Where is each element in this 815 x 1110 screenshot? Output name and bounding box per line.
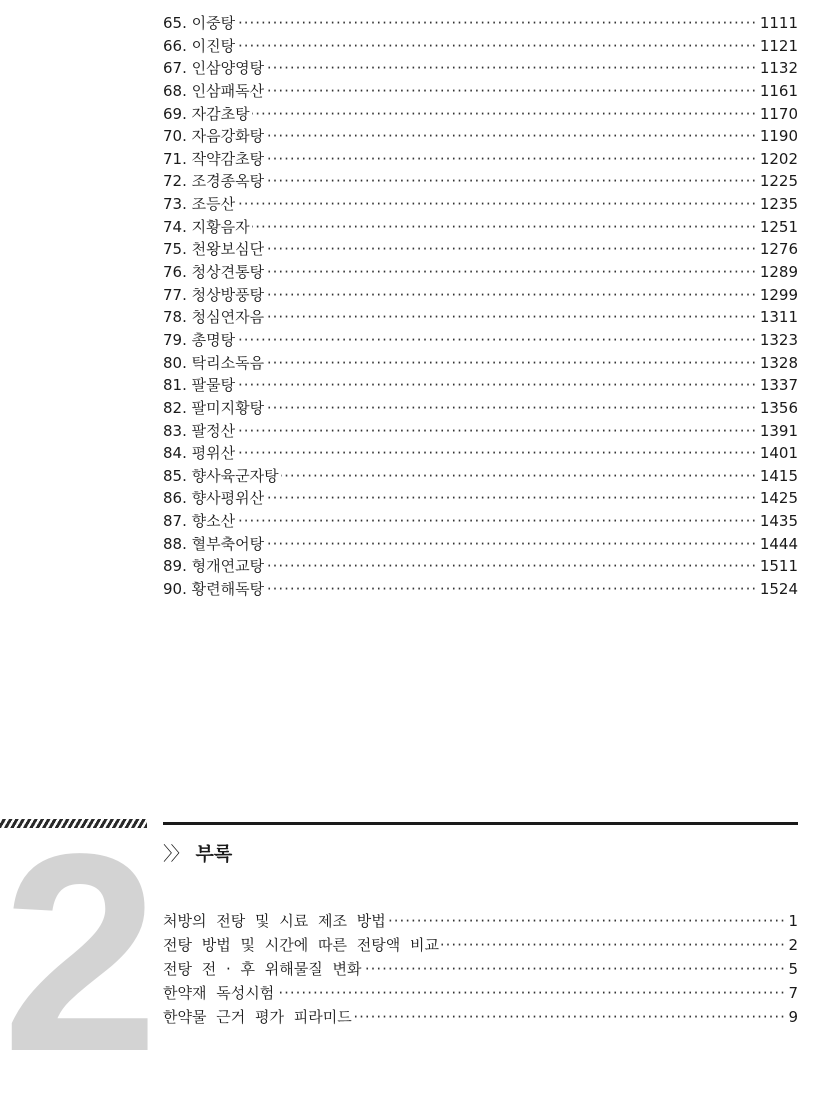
toc-entry[interactable] [163,125,798,148]
toc-entry[interactable] [163,957,798,981]
appendix-toc-list [163,909,798,1029]
dot-leader [163,329,798,352]
toc-list [163,12,798,601]
toc-entry-page: 1415 [757,465,798,488]
toc-entry[interactable] [163,909,798,933]
toc-entry-page: 7 [785,981,798,1005]
toc-entry-page: 1391 [757,420,798,443]
toc-entry-title: 전탕 전 · 후 위해물질 변화 [163,960,362,978]
toc-entry[interactable] [163,555,798,578]
toc-entry-page: 1323 [757,329,798,352]
toc-entry[interactable] [163,148,798,171]
toc-entry[interactable] [163,374,798,397]
toc-entry[interactable] [163,12,798,35]
toc-entry-page: 1251 [757,216,798,239]
toc-entry-page: 1161 [757,80,798,103]
toc-entry[interactable] [163,261,798,284]
toc-entry-title: 85. 향사육군자탕 [163,466,279,485]
toc-entry-page: 5 [785,957,798,981]
toc-entry-title: 74. 지황음자 [163,217,250,236]
toc-entry[interactable] [163,981,798,1005]
toc-entry[interactable] [163,193,798,216]
toc-entry[interactable] [163,487,798,510]
toc-entry-page: 1444 [757,533,798,556]
toc-entry[interactable] [163,306,798,329]
toc-entry-title: 73. 조등산 [163,195,236,214]
toc-entry-page: 2 [785,933,798,957]
toc-entry-title: 처방의 전탕 및 시료 제조 방법 [163,912,386,930]
dot-leader [163,35,798,58]
section-heading [163,839,232,866]
toc-entry-page: 1190 [757,125,798,148]
toc-entry-page: 1 [785,909,798,933]
toc-entry-title: 80. 탁리소독음 [163,353,265,372]
toc-entry-page: 1435 [757,510,798,533]
toc-entry[interactable] [163,80,798,103]
toc-entry[interactable] [163,352,798,375]
toc-entry[interactable] [163,1005,798,1029]
toc-entry-page: 1401 [757,442,798,465]
toc-entry-page: 1299 [757,284,798,307]
toc-entry[interactable] [163,578,798,601]
toc-entry[interactable] [163,397,798,420]
toc-entry-title: 84. 평위산 [163,444,236,463]
toc-entry-title: 69. 자감초탕 [163,104,250,123]
toc-entry-title: 66. 이진탕 [163,36,236,55]
dot-leader [163,510,798,533]
toc-entry[interactable] [163,933,798,957]
dot-leader [163,442,798,465]
toc-entry-page: 1111 [757,12,798,35]
toc-entry-title: 90. 황련해독탕 [163,580,265,599]
toc-entry-title: 65. 이중탕 [163,14,236,32]
toc-entry-title: 79. 총명탕 [163,330,236,349]
toc-entry-page: 1132 [757,57,798,80]
toc-entry[interactable] [163,420,798,443]
dot-leader [163,216,798,239]
toc-entry[interactable] [163,216,798,239]
toc-entry-title: 83. 팔정산 [163,421,236,440]
toc-entry-title: 전탕 방법 및 시간에 따른 전탕액 비교 [163,936,439,954]
toc-entry[interactable] [163,238,798,261]
toc-entry-page: 1202 [757,148,798,171]
toc-entry-title: 72. 조경종옥탕 [163,172,265,191]
toc-entry[interactable] [163,103,798,126]
dot-leader [163,12,798,35]
toc-entry-page: 1328 [757,352,798,375]
toc-entry-page: 1121 [757,35,798,58]
toc-entry-title: 75. 천왕보심단 [163,240,265,259]
section-number: 2 [2,795,159,1110]
toc-entry-title: 76. 청상견통탕 [163,263,265,282]
toc-entry-page: 1311 [757,306,798,329]
toc-entry-title: 68. 인삼패독산 [163,81,265,100]
toc-entry-page: 1276 [757,238,798,261]
toc-entry-page: 1170 [757,103,798,126]
toc-entry-page: 1289 [757,261,798,284]
toc-entry-title: 78. 청심연자음 [163,308,265,327]
dot-leader [163,103,798,126]
toc-entry[interactable] [163,510,798,533]
toc-entry[interactable] [163,329,798,352]
dot-leader [163,374,798,397]
toc-entry-title: 71. 작약감초탕 [163,149,265,168]
toc-entry-page: 1225 [757,170,798,193]
toc-entry-title: 한약물 근거 평가 피라미드 [163,1008,352,1026]
toc-entry-title: 81. 팔물탕 [163,376,236,395]
toc-entry-page: 1511 [757,555,798,578]
toc-entry-title: 89. 형개연교탕 [163,557,265,576]
toc-entry-page: 1337 [757,374,798,397]
toc-entry-title: 한약재 독성시험 [163,984,275,1002]
toc-entry-page: 9 [785,1005,798,1029]
chevron-marker-icon: 〉〉 [163,843,188,865]
toc-entry[interactable] [163,284,798,307]
toc-entry[interactable] [163,442,798,465]
toc-entry-page: 1356 [757,397,798,420]
dot-leader [163,420,798,443]
toc-entry-page: 1235 [757,193,798,216]
toc-entry[interactable] [163,170,798,193]
toc-entry-title: 82. 팔미지황탕 [163,398,265,417]
toc-entry-page: 1425 [757,487,798,510]
toc-entry[interactable] [163,35,798,58]
dot-leader [163,193,798,216]
toc-entry[interactable] [163,465,798,488]
toc-entry-title: 86. 향사평위산 [163,489,265,508]
toc-entry[interactable] [163,57,798,80]
toc-entry-title: 87. 향소산 [163,512,236,531]
toc-entry-title: 67. 인삼양영탕 [163,59,265,78]
toc-entry-title: 77. 청상방풍탕 [163,285,265,304]
section-rule [163,822,798,825]
toc-entry[interactable] [163,533,798,556]
toc-entry-title: 88. 혈부축어탕 [163,534,265,553]
toc-entry-page: 1524 [757,578,798,601]
section-heading-text: 부록 [195,843,233,865]
toc-entry-title: 70. 자음강화탕 [163,127,265,146]
